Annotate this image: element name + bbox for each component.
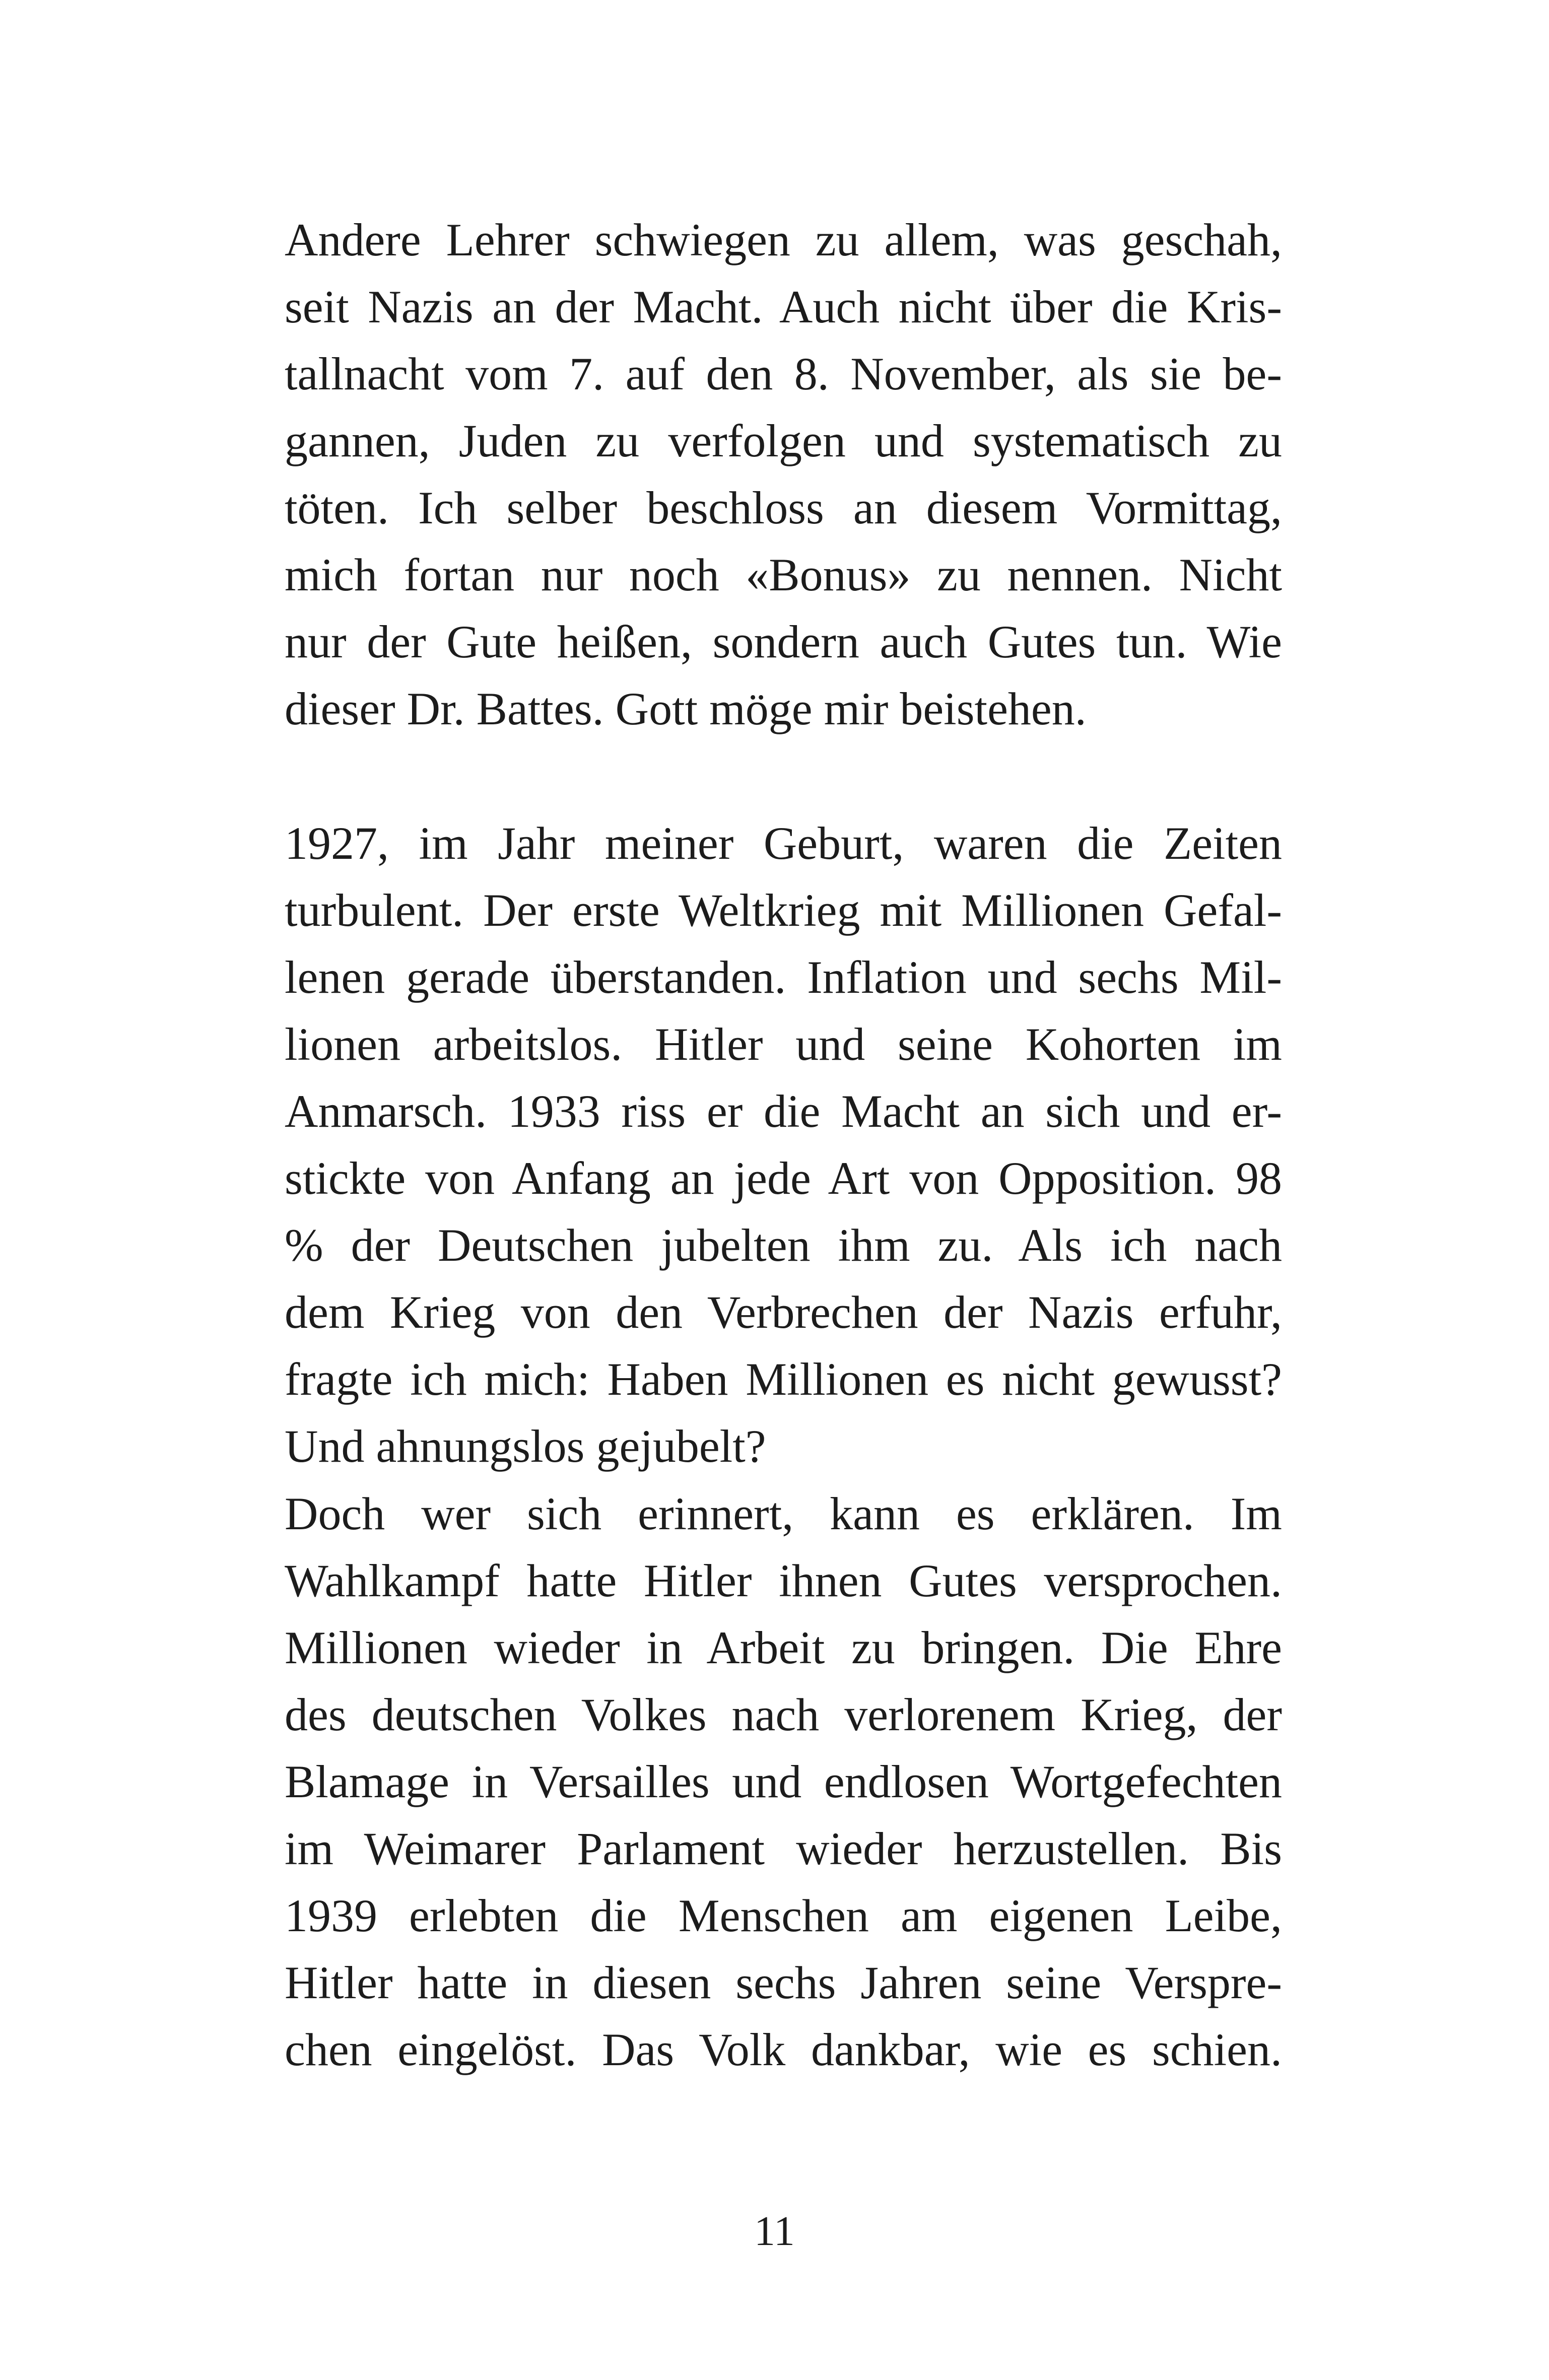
text-line: turbulent. Der erste Weltkrieg mit Millionen Gefal- [285,885,1282,936]
text-line: 1939 erlebten die Menschen am eigenen Leibe, [285,1890,1282,1941]
text-line: 1927, im Jahr meiner Geburt, waren die Zeiten [285,818,1282,869]
text-line: stickte von Anfang an jede Art von Opposition. 98 [285,1152,1282,1204]
text-line: Andere Lehrer schwiegen zu allem, was geschah, [285,214,1282,265]
text-line: Doch wer sich erinnert, kann es erklären. Im [285,1488,1282,1539]
text-line: Millionen wieder in Arbeit zu bringen. Die Ehre [285,1622,1282,1673]
text-line: im Weimarer Parlament wieder herzustellen. Bis [285,1823,1282,1874]
text-line: des deutschen Volkes nach verlorenem Krieg, der [285,1689,1282,1740]
text-line: chen eingelöst. Das Volk dankbar, wie es schien. [285,2024,1282,2075]
text-line: lenen gerade überstanden. Inflation und sechs Mil- [285,951,1282,1003]
text-line: % der Deutschen jubelten ihm zu. Als ich nach [285,1219,1282,1271]
paragraph-1 [285,207,1282,742]
text-line: nur der Gute heißen, sondern auch Gutes tun. Wie [285,616,1282,667]
text-line: Anmarsch. 1933 riss er die Macht an sich und er- [285,1085,1282,1137]
text-line: fragte ich mich: Haben Millionen es nicht gewusst? [285,1353,1282,1405]
text-line: mich fortan nur noch «Bonus» zu nennen. Nicht [285,549,1282,600]
text-line: Wahlkampf hatte Hitler ihnen Gutes versprochen. [285,1555,1282,1606]
text-line: dem Krieg von den Verbrechen der Nazis erfuhr, [285,1286,1282,1338]
text-line: töten. Ich selber beschloss an diesem Vormittag, [285,482,1282,533]
paragraph-3 [285,1480,1282,2083]
text-line: Hitler hatte in diesen sechs Jahren seine Verspre- [285,1957,1282,2008]
text-line: gannen, Juden zu verfolgen und systematisch zu [285,415,1282,466]
page-number: 11 [754,2208,795,2255]
text-line: tallnacht vom 7. auf den 8. November, als sie be- [285,348,1282,399]
text-line: seit Nazis an der Macht. Auch nicht über die Kris- [285,281,1282,332]
paragraph-2 [285,810,1282,1480]
text-line: lionen arbeitslos. Hitler und seine Kohorten im [285,1018,1282,1070]
text-line: dieser Dr. Battes. Gott möge mir beistehen. [285,683,1087,734]
text-line: Blamage in Versailles und endlosen Wortgefechten [285,1756,1282,1807]
text-line: Und ahnungslos gejubelt? [285,1420,766,1472]
